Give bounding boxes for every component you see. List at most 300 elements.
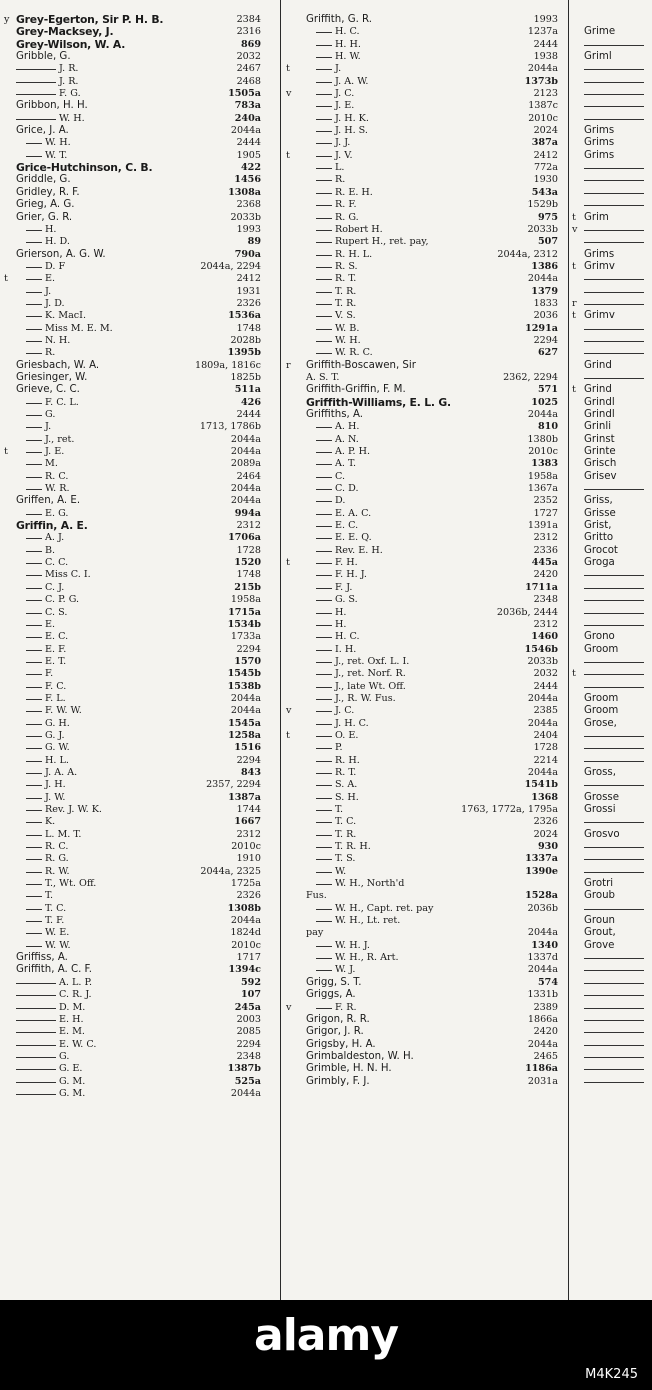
index-entry (286, 792, 558, 804)
ditto-rule (26, 724, 42, 725)
index-entry (572, 384, 652, 396)
index-entry (4, 384, 261, 396)
ditto-rule (26, 427, 42, 428)
entry-name: J. J. (335, 137, 351, 149)
page-reference: 2010c (231, 939, 261, 951)
index-entry (572, 409, 652, 421)
ditto-rule (26, 835, 42, 836)
ditto-rule (316, 514, 332, 515)
ditto-rule (26, 230, 42, 231)
entry-name: Grind (584, 359, 612, 371)
ditto-rule (26, 847, 42, 848)
page-reference: 2348 (236, 1050, 261, 1062)
index-entry (572, 767, 652, 779)
entry-name: F. C. L. (45, 396, 79, 408)
index-entry (572, 656, 652, 668)
page-reference: 2294 (533, 334, 558, 346)
page-reference: 2312 (533, 618, 558, 630)
ditto-rule (26, 514, 42, 515)
index-entry (4, 212, 261, 224)
entry-name: J. A. A. (45, 766, 78, 778)
index-entry (286, 347, 558, 359)
entry-name: E. G. (45, 507, 69, 519)
entry-name: Grinst (584, 433, 615, 445)
index-entry (286, 26, 558, 38)
page-reference: 1938 (533, 51, 558, 63)
page-reference: 1460 (531, 631, 558, 643)
ditto-rule (584, 625, 644, 626)
index-entry (4, 1026, 261, 1038)
page-reference: 1930 (533, 174, 558, 186)
ditto-rule (26, 304, 42, 305)
index-entry (572, 829, 652, 841)
page-reference: 2036b, 2444 (496, 606, 558, 618)
index-entry (4, 1063, 261, 1075)
ditto-rule (584, 205, 644, 206)
entry-name: G. S. (335, 594, 358, 606)
entry-name: A. N. (335, 433, 359, 445)
index-entry (572, 26, 652, 38)
ditto-rule (16, 94, 56, 95)
ditto-rule (316, 255, 332, 256)
page-reference: 2024 (533, 125, 558, 137)
index-entry (286, 631, 558, 643)
entry-name: Griesbach, W. A. (16, 359, 100, 371)
index-entry (572, 137, 652, 149)
ditto-rule (26, 464, 42, 465)
ditto-rule (26, 909, 42, 910)
index-entry (572, 199, 652, 211)
entry-name: G. E. (59, 1063, 83, 1075)
entry-name: C. P. G. (45, 594, 80, 606)
entry-name: Griffith, G. R. (306, 14, 373, 25)
entry-marker: t (286, 729, 290, 741)
entry-name: Grisse (584, 507, 616, 519)
entry-name: J. E. (335, 100, 355, 112)
ditto-rule (584, 341, 644, 342)
page-reference: 843 (240, 766, 261, 778)
entry-name: J. (335, 63, 342, 75)
ditto-rule (26, 761, 42, 762)
entry-name: J. A. W. (335, 75, 369, 87)
page-reference: 1331b (527, 989, 558, 1001)
index-entry (286, 384, 558, 396)
page-reference: 2044a (527, 717, 558, 729)
ditto-rule (584, 69, 644, 70)
ditto-rule (584, 279, 644, 280)
index-entry (572, 298, 652, 310)
ditto-rule (584, 1057, 644, 1058)
entry-name: J. E. (45, 446, 65, 458)
ditto-rule (316, 316, 332, 317)
page-reference: 2294 (236, 1038, 261, 1050)
ditto-rule (26, 279, 42, 280)
index-entry (286, 779, 558, 791)
ditto-rule (584, 662, 644, 663)
index-entry (572, 88, 652, 100)
index-entry (572, 51, 652, 63)
ditto-rule (26, 353, 42, 354)
entry-name: F. W. W. (45, 705, 82, 717)
entry-name: Miss M. E. M. (45, 322, 113, 334)
page-reference: 1308a (228, 186, 261, 198)
index-entry (286, 742, 558, 754)
index-entry (572, 1002, 652, 1014)
entry-name: Groun (584, 915, 616, 927)
index-entry (286, 137, 558, 149)
ditto-rule (26, 822, 42, 823)
entry-name: W. W. (45, 939, 71, 951)
entry-name: F. H. (335, 557, 358, 569)
index-entry (286, 520, 558, 532)
index-entry (4, 964, 261, 976)
index-entry (572, 644, 652, 656)
page-reference: 525a (234, 1075, 261, 1087)
index-entry (286, 113, 558, 125)
page-reference: 1866a (527, 1013, 558, 1025)
page-reference: 1380b (527, 433, 558, 445)
ditto-rule (26, 329, 42, 330)
entry-name: T. C. (335, 816, 357, 828)
index-entry (286, 335, 558, 347)
ditto-rule (584, 687, 644, 688)
entry-name: Griffin, A. E. (16, 519, 88, 533)
index-entry (4, 644, 261, 656)
index-entry (4, 323, 261, 335)
index-entry (572, 458, 652, 470)
ditto-rule (584, 1032, 644, 1033)
page-reference: 2420 (533, 569, 558, 581)
index-entry (572, 421, 652, 433)
page-reference: 2044a, 2312 (497, 248, 558, 260)
entry-name: Griml (584, 51, 612, 63)
entry-name: K. (45, 816, 56, 828)
entry-name: H. (335, 618, 347, 630)
page-reference: 1308b (227, 902, 261, 914)
index-entry (286, 767, 558, 779)
index-entry (286, 187, 558, 199)
index-entry (572, 1063, 652, 1075)
index-entry (286, 76, 558, 88)
ditto-rule (26, 292, 42, 293)
ditto-rule (316, 773, 332, 774)
page-reference: 2465 (533, 1050, 558, 1062)
index-entry (286, 890, 558, 902)
entry-name: D. F (45, 260, 66, 272)
ditto-rule (316, 946, 332, 947)
page-reference: 1958a (230, 594, 261, 606)
ditto-rule (316, 427, 332, 428)
entry-name: Rupert H., ret. pay, (335, 236, 429, 248)
ditto-rule (26, 403, 42, 404)
index-entry (572, 323, 652, 335)
ditto-rule (316, 489, 332, 490)
entry-name: C. (335, 470, 346, 482)
index-entry (286, 693, 558, 705)
entry-name: T. R. (335, 285, 357, 297)
index-entry (572, 1014, 652, 1026)
ditto-rule (316, 637, 332, 638)
index-entry (286, 1014, 558, 1026)
page-reference: 1529b (527, 199, 558, 211)
page-reference: 1725a (230, 878, 261, 890)
entry-name: Grice, J. A. (16, 125, 69, 137)
index-entry (572, 557, 652, 569)
entry-name: T., Wt. Off. (45, 878, 97, 890)
entry-name: E. C. (45, 631, 69, 643)
page-reference: 2362, 2294 (503, 371, 558, 383)
entry-name: A. S. T. (306, 371, 340, 383)
entry-marker: v (286, 88, 292, 100)
entry-name: F. R. (335, 1001, 357, 1013)
entry-marker: t (572, 211, 576, 223)
entry-name: Grose, (584, 717, 617, 729)
entry-name: J. W. (45, 791, 66, 803)
page-reference: 2028b (230, 334, 261, 346)
ditto-rule (584, 822, 644, 823)
ditto-rule (26, 946, 42, 947)
index-entry (572, 236, 652, 248)
ditto-rule (584, 242, 644, 243)
index-entry (572, 718, 652, 730)
index-entry (4, 1051, 261, 1063)
ditto-rule (26, 452, 42, 453)
index-entry (286, 915, 558, 927)
ditto-rule (584, 1082, 644, 1083)
ditto-rule (584, 847, 644, 848)
entry-name: E. (45, 273, 56, 285)
index-entry (572, 668, 652, 680)
ditto-rule (584, 119, 644, 120)
page-reference: 994a (234, 507, 261, 519)
entry-marker: t (572, 384, 576, 396)
index-entry (4, 631, 261, 643)
index-column-1 (4, 14, 261, 1100)
page-reference: 1505a (228, 88, 261, 100)
entry-name: Groga (584, 557, 615, 569)
page-reference: 422 (240, 162, 261, 174)
entry-name: Rev. E. H. (335, 544, 383, 556)
ditto-rule (316, 674, 332, 675)
entry-name: E. M. (59, 1026, 85, 1038)
entry-name: F. J. (335, 581, 353, 593)
ditto-rule (316, 353, 332, 354)
page-reference: 1367a (527, 483, 558, 495)
index-entry (286, 1002, 558, 1014)
entry-name: Grisev (584, 470, 617, 482)
entry-name: Grieg, A. G. (16, 199, 75, 211)
page-reference: 1373b (524, 75, 558, 87)
entry-name: R. W. (45, 865, 70, 877)
entry-name: Grocot (584, 544, 618, 556)
index-entry (4, 360, 261, 372)
entry-name: Groom (584, 692, 619, 704)
index-entry (572, 940, 652, 952)
ditto-rule (316, 119, 332, 120)
ditto-rule (26, 637, 42, 638)
ditto-rule (316, 711, 332, 712)
page-reference: 1536a (228, 310, 261, 322)
page-reference: 1570 (234, 655, 261, 667)
entry-name: C. J. (45, 581, 65, 593)
entry-name: J. (45, 421, 52, 433)
index-entry (4, 705, 261, 717)
page-reference: 2420 (533, 1026, 558, 1038)
index-entry (286, 199, 558, 211)
entry-name: C. S. (45, 606, 68, 618)
index-entry (572, 989, 652, 1001)
index-entry (4, 915, 261, 927)
ditto-rule (26, 575, 42, 576)
index-entry (286, 323, 558, 335)
index-entry (4, 88, 261, 100)
index-entry (286, 927, 558, 939)
page-reference: 1291a (525, 322, 558, 334)
page-reference: 445a (531, 557, 558, 569)
page-reference: 2352 (533, 495, 558, 507)
index-entry (572, 446, 652, 458)
index-entry (4, 187, 261, 199)
index-entry (286, 100, 558, 112)
index-entry (4, 557, 261, 569)
page-reference: 2085 (236, 1026, 261, 1038)
page-reference: 783a (234, 100, 261, 112)
index-entry (286, 964, 558, 976)
index-entry (572, 631, 652, 643)
page-reference: 1733a (230, 631, 261, 643)
page-reference: 1456 (234, 174, 261, 186)
index-entry (572, 1026, 652, 1038)
entry-name: Griffith-Williams, E. L. G. (306, 395, 451, 409)
ditto-rule (584, 613, 644, 614)
index-entry (286, 878, 558, 890)
ditto-rule (584, 995, 644, 996)
page-reference: 2031a (527, 1075, 558, 1087)
page-reference: 2412 (533, 149, 558, 161)
index-entry (286, 1039, 558, 1051)
entry-name: Grono (584, 631, 615, 643)
page-reference: 1368 (531, 791, 558, 803)
page-reference: 1387a (228, 791, 261, 803)
ditto-rule (316, 180, 332, 181)
index-column-3 (572, 14, 652, 1088)
page-reference: 1545b (227, 668, 261, 680)
page-reference: 2312 (236, 828, 261, 840)
index-entry (4, 1088, 261, 1100)
index-entry (286, 582, 558, 594)
entry-name: J. H. S. (335, 125, 368, 137)
page-reference: 1905 (236, 149, 261, 161)
index-entry (4, 1076, 261, 1088)
index-entry (4, 532, 261, 544)
page-reference: 2044a (527, 63, 558, 75)
page-reference: 1931 (236, 285, 261, 297)
ditto-rule (316, 835, 332, 836)
page-reference: 2033b (527, 223, 558, 235)
entry-name: W. H., North'd (335, 878, 405, 890)
ditto-rule (584, 168, 644, 169)
index-column-2 (286, 14, 558, 1088)
ditto-rule (584, 1045, 644, 1046)
entry-name: Grieve, C. C. (16, 384, 80, 396)
index-entry (4, 261, 261, 273)
index-entry (572, 890, 652, 902)
index-entry (4, 310, 261, 322)
entry-name: Grindl (584, 396, 615, 408)
ditto-rule (584, 353, 644, 354)
index-entry (4, 619, 261, 631)
entry-name: B. (45, 544, 56, 556)
entry-name: G. (59, 1050, 70, 1062)
entry-name: W. H. (45, 137, 71, 149)
index-entry (572, 927, 652, 939)
page-reference: 1715a (228, 606, 261, 618)
page-reference: 1516 (234, 742, 261, 754)
ditto-rule (316, 958, 332, 959)
ditto-rule (584, 785, 644, 786)
page-reference: 1379 (531, 285, 558, 297)
ditto-rule (26, 489, 42, 490)
ditto-rule (316, 156, 332, 157)
page-reference: 2032 (533, 668, 558, 680)
entry-name: R. S. (335, 260, 358, 272)
index-entry (286, 705, 558, 717)
page-reference: 245a (234, 1001, 261, 1013)
entry-name: Miss C. I. (45, 569, 91, 581)
page-reference: 2389 (533, 1001, 558, 1013)
page-reference: 2357, 2294 (206, 779, 261, 791)
index-entry (4, 397, 261, 409)
entry-name: F. L. (45, 692, 66, 704)
entry-marker: t (572, 668, 576, 680)
ditto-rule (584, 304, 644, 305)
entry-name: Griffith, A. C. F. (16, 964, 93, 976)
page-reference: 574 (537, 976, 558, 988)
entry-name: R. T. (335, 766, 357, 778)
index-entry (572, 174, 652, 186)
page-reference: 975 (537, 211, 558, 223)
ditto-rule (584, 909, 644, 910)
index-entry (572, 866, 652, 878)
index-entry (4, 730, 261, 742)
entry-name: R. H. L. (335, 248, 373, 260)
entry-name: Grout, (584, 927, 616, 939)
ditto-rule (316, 69, 332, 70)
index-entry (286, 644, 558, 656)
index-entry (286, 88, 558, 100)
index-entry (4, 742, 261, 754)
ditto-rule (316, 810, 332, 811)
page-reference: 2044a (230, 446, 261, 458)
entry-name: Grimbaldeston, W. H. (306, 1050, 414, 1062)
index-entry (572, 261, 652, 273)
ditto-rule (316, 650, 332, 651)
page-reference: 1546b (524, 643, 558, 655)
entry-name: H. C. (335, 631, 360, 643)
index-entry (286, 471, 558, 483)
ditto-rule (26, 267, 42, 268)
index-entry (286, 310, 558, 322)
index-entry (4, 26, 261, 38)
entry-name: A. J. (45, 532, 65, 544)
entry-name: Grinli (584, 421, 612, 433)
page-reference: 2294 (236, 643, 261, 655)
index-entry (572, 397, 652, 409)
ditto-rule (316, 921, 332, 922)
page-reference: 1728 (236, 544, 261, 556)
index-entry (286, 718, 558, 730)
entry-name: Groom (584, 643, 619, 655)
